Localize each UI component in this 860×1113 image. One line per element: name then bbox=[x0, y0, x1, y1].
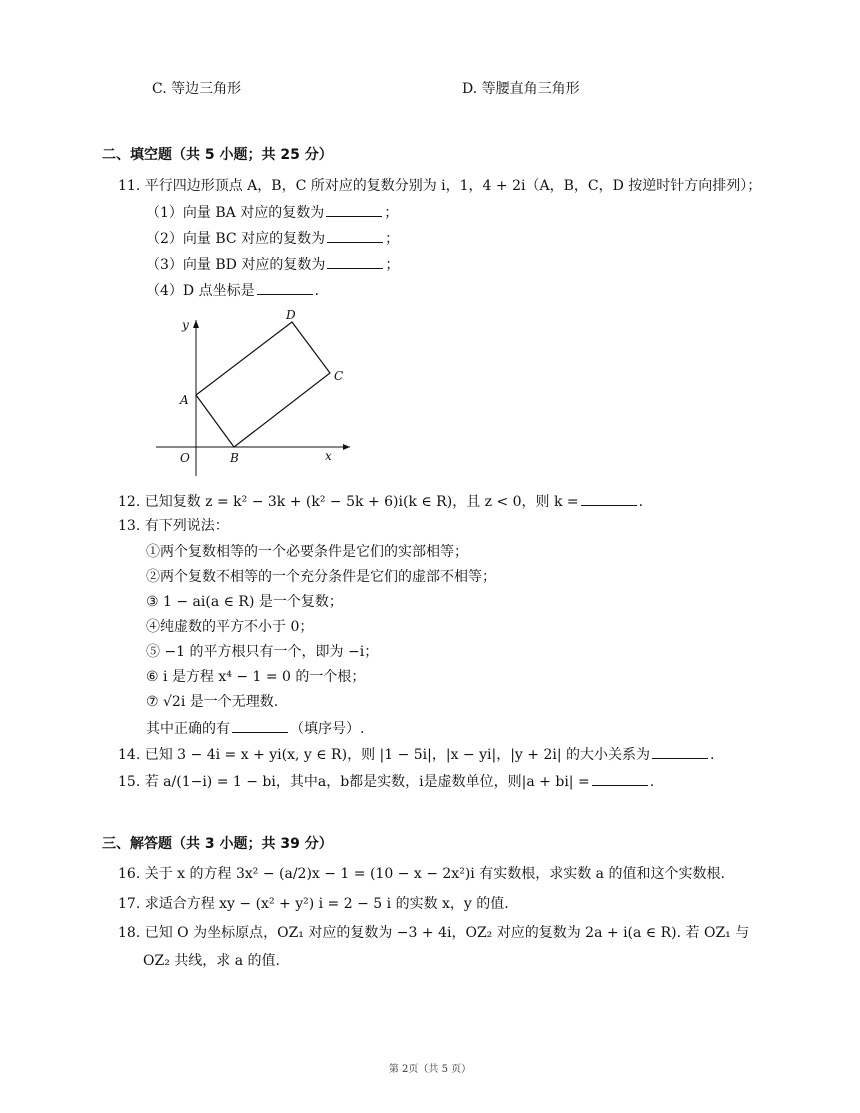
q12 bbox=[118, 491, 643, 512]
parallelogram-abcd bbox=[196, 322, 330, 447]
figure-label-a: A bbox=[180, 393, 189, 407]
q17: 17. 求适合方程 xy − (x² + y²) i = 2 − 5 i 的实数 x，y 的值. bbox=[118, 896, 509, 912]
q18-line-1: 18. 已知 O 为坐标原点，OZ₁ 对应的复数为 −3 + 4i，OZ₂ 对应的复数为 2a + i(a ∈ R). 若 OZ₁ 与 bbox=[118, 925, 750, 941]
q14-text: 14. 已知 3 − 4i = x + yi(x, y ∈ R)，则 |1 − 5i|，|x − yi|，|y + 2i| 的大小关系为 bbox=[118, 747, 651, 763]
figure-label-o: O bbox=[180, 451, 190, 465]
q12-text: 12. 已知复数 z = k² − 3k + (k² − 5k + 6)i(k ∈ R)，且 z < 0，则 k = bbox=[118, 494, 579, 510]
q11-part-3-end: ； bbox=[385, 257, 400, 273]
q11-part-2-text: （2）向量 BC 对应的复数为 bbox=[146, 231, 326, 247]
q13-stem: 13. 有下列说法： bbox=[118, 518, 229, 534]
answer-blank[interactable] bbox=[326, 202, 382, 217]
figure-label-y: y bbox=[182, 318, 189, 332]
page-footer: 第 2页（共 5 页） bbox=[388, 1064, 472, 1075]
figure-label-d: D bbox=[286, 308, 296, 322]
q13-item-7: ⑦ √2i 是一个无理数. bbox=[146, 694, 279, 710]
q11-part-4-end: . bbox=[314, 283, 320, 299]
q11-part-1-text: （1）向量 BA 对应的复数为 bbox=[146, 205, 325, 221]
q18-line-2: OZ₂ 共线，求 a 的值. bbox=[143, 953, 280, 969]
q13-item-1: ①两个复数相等的一个必要条件是它们的实部相等； bbox=[146, 544, 468, 560]
q13-item-5: ⑤ −1 的平方根只有一个，即为 −i； bbox=[146, 644, 379, 660]
answer-blank[interactable] bbox=[581, 491, 637, 506]
q13-item-2: ②两个复数不相等的一个充分条件是它们的虚部不相等； bbox=[146, 569, 496, 585]
option-c: C. 等边三角形 bbox=[152, 81, 242, 97]
q14 bbox=[118, 744, 714, 765]
q15 bbox=[118, 771, 654, 792]
answer-blank[interactable] bbox=[232, 718, 288, 733]
section-3-heading: 三、解答题（共 3 小题；共 39 分） bbox=[102, 836, 333, 852]
answer-blank[interactable] bbox=[652, 744, 708, 759]
q11-part-2-end: ； bbox=[385, 231, 400, 247]
q13-answer bbox=[146, 718, 364, 739]
q11-part-1 bbox=[146, 202, 398, 223]
option-d: D. 等腰直角三角形 bbox=[462, 81, 580, 97]
q13-item-4: ④纯虚数的平方不小于 0； bbox=[146, 619, 314, 635]
answer-blank[interactable] bbox=[592, 771, 648, 786]
q13-answer-prefix: 其中正确的有 bbox=[146, 721, 230, 737]
answer-blank[interactable] bbox=[327, 228, 383, 243]
q13-item-3: ③ 1 − ai(a ∈ R) 是一个复数； bbox=[146, 594, 343, 610]
figure-label-c: C bbox=[334, 369, 344, 383]
q15-text: 15. 若 a/(1−i) = 1 − bi，其中a，b都是实数，i是虚数单位，则|a + bi| = bbox=[118, 774, 590, 790]
figure-label-b: B bbox=[230, 451, 239, 465]
answer-blank[interactable] bbox=[257, 280, 313, 295]
q13-answer-suffix: （填序号）. bbox=[290, 721, 365, 737]
q11-stem: 11. 平行四边形顶点 A，B，C 所对应的复数分别为 i，1，4 + 2i（A，B，C，D 按逆时针方向排列）； bbox=[118, 178, 762, 194]
q13-item-6: ⑥ i 是方程 x⁴ − 1 = 0 的一个根； bbox=[146, 669, 366, 685]
section-2-heading: 二、填空题（共 5 小题；共 25 分） bbox=[102, 147, 333, 163]
q11-part-4-text: （4）D 点坐标是 bbox=[146, 283, 255, 299]
q12-end: . bbox=[638, 494, 644, 510]
figure-label-x: x bbox=[325, 449, 332, 463]
q11-part-1-end: ； bbox=[384, 205, 399, 221]
q11-part-3-text: （3）向量 BD 对应的复数为 bbox=[146, 257, 326, 273]
q11-part-2 bbox=[146, 228, 399, 249]
y-axis-arrow-icon bbox=[193, 320, 199, 328]
answer-blank[interactable] bbox=[327, 254, 383, 269]
q14-end: . bbox=[710, 747, 715, 763]
q15-end: . bbox=[649, 774, 655, 790]
x-axis-arrow-icon bbox=[343, 444, 350, 450]
q16: 16. 关于 x 的方程 3x² − (a/2)x − 1 = (10 − x − 2x²)i 有实数根，求实数 a 的值和这个实数根. bbox=[118, 866, 725, 882]
parallelogram-figure bbox=[150, 300, 360, 482]
q11-part-4 bbox=[146, 280, 319, 301]
q11-part-3 bbox=[146, 254, 399, 275]
